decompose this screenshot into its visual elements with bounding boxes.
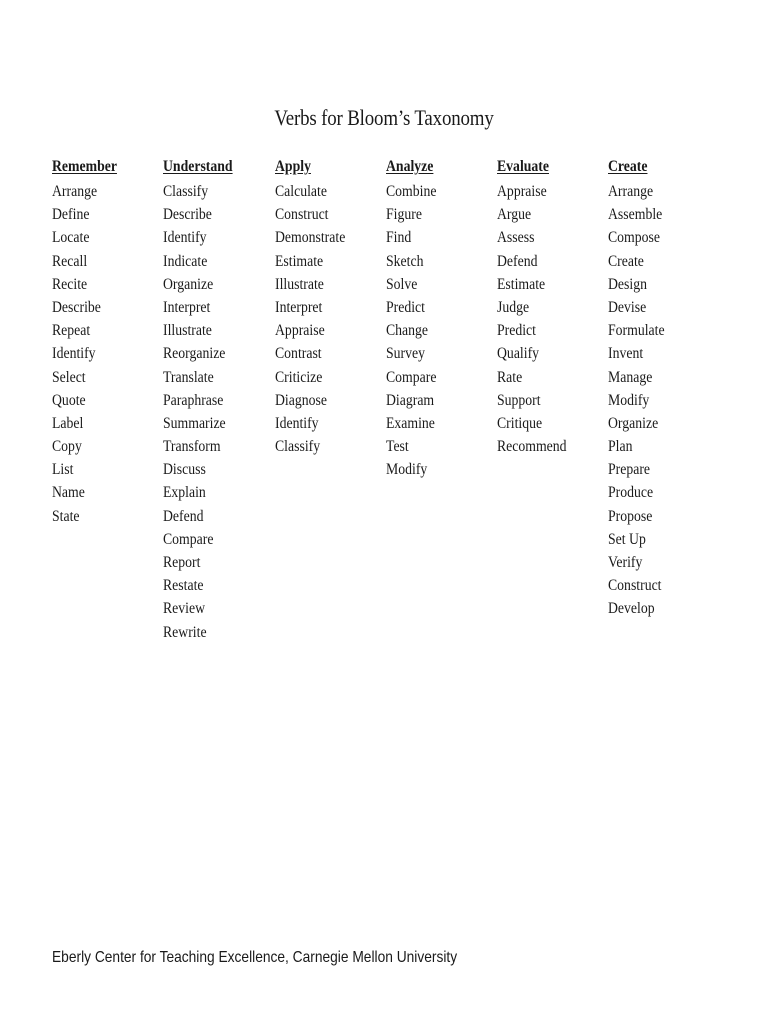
verb-item: Compose	[608, 229, 660, 247]
verb-item: Produce	[608, 484, 654, 502]
verb-list	[608, 180, 718, 621]
verb-item: Review	[163, 600, 206, 618]
verb-item: Organize	[163, 275, 214, 293]
verb-item: Classify	[163, 183, 209, 200]
verb-item: Locate	[52, 229, 90, 247]
verb-item: Compare	[163, 530, 214, 548]
verb-item: Defend	[163, 507, 204, 525]
verb-item: Recite	[52, 275, 88, 293]
verb-item: Modify	[608, 391, 650, 409]
verb-item: Name	[52, 484, 85, 502]
verb-list	[497, 180, 607, 458]
verb-item: Demonstrate	[275, 229, 346, 247]
verb-item: Identify	[275, 414, 319, 432]
page-title: Verbs for Bloom’s Taxonomy	[274, 105, 494, 130]
verb-item: Argue	[497, 206, 532, 224]
verb-item: Arrange	[52, 183, 98, 200]
verb-item: Qualify	[497, 345, 540, 363]
verb-item: Estimate	[497, 275, 546, 293]
verb-item: Predict	[386, 298, 425, 316]
verb-item: Quote	[52, 391, 86, 409]
verb-item: Report	[163, 554, 201, 571]
verb-item: Classify	[275, 438, 321, 456]
verb-item: Reorganize	[163, 345, 226, 363]
verb-item: Contrast	[275, 345, 322, 363]
footer-credit: Eberly Center for Teaching Excellence, Carnegie Mellon University	[52, 949, 458, 966]
verb-item: Examine	[386, 414, 435, 432]
verb-item: Propose	[608, 507, 653, 525]
verb-item: Transform	[163, 438, 221, 456]
verb-item: Select	[52, 368, 86, 386]
verb-item: Paraphrase	[163, 391, 224, 409]
verb-item: Discuss	[163, 461, 206, 479]
verb-item: Assemble	[608, 206, 663, 224]
column-understand	[163, 157, 273, 644]
verb-item: Illustrate	[275, 275, 324, 293]
verb-item: Plan	[608, 438, 633, 456]
column-header: Understand	[163, 158, 233, 175]
column-evaluate	[497, 157, 607, 458]
verb-item: Set Up	[608, 530, 646, 548]
verb-item: Estimate	[275, 252, 324, 270]
verb-item: Figure	[386, 206, 422, 224]
verb-item: Construct	[608, 577, 662, 595]
verb-item: Identify	[163, 229, 207, 247]
verb-item: Describe	[163, 206, 212, 224]
verb-item: Appraise	[497, 183, 547, 200]
verb-item: Modify	[386, 461, 428, 479]
verb-item: Rewrite	[163, 623, 207, 641]
verb-item: Design	[608, 275, 647, 293]
verb-item: Support	[497, 391, 541, 409]
verb-item: Explain	[163, 484, 206, 502]
verb-list	[163, 180, 273, 644]
verb-item: Organize	[608, 414, 659, 432]
column-header: Apply	[275, 158, 311, 175]
verb-item: Repeat	[52, 322, 91, 340]
verb-item: Diagram	[386, 391, 435, 409]
verb-item: Translate	[163, 368, 214, 386]
verb-item: Defend	[497, 252, 538, 270]
verb-item: Arrange	[608, 183, 654, 200]
verb-item: Describe	[52, 298, 101, 316]
verb-item: Label	[52, 414, 84, 432]
verb-item: Copy	[52, 438, 82, 456]
verb-item: Diagnose	[275, 391, 327, 409]
column-header: Analyze	[386, 158, 434, 175]
verb-list	[386, 180, 496, 481]
verb-item: Recommend	[497, 438, 567, 456]
verb-item: Predict	[497, 322, 536, 340]
verb-item: Combine	[386, 183, 437, 200]
verb-list	[275, 180, 385, 458]
column-remember	[52, 157, 162, 528]
verb-item: Change	[386, 322, 429, 340]
verb-item: Create	[608, 252, 644, 270]
verb-item: Verify	[608, 554, 643, 571]
verb-item: List	[52, 461, 74, 479]
verb-item: Find	[386, 229, 412, 247]
verb-item: Indicate	[163, 252, 208, 270]
verb-item: Appraise	[275, 322, 325, 340]
verb-item: Define	[52, 206, 90, 224]
verb-item: Interpret	[163, 298, 211, 316]
verb-item: Sketch	[386, 252, 424, 270]
verb-item: Construct	[275, 206, 329, 224]
taxonomy-columns	[0, 157, 768, 657]
verb-list	[52, 180, 162, 528]
verb-item: Compare	[386, 368, 437, 386]
verb-item: Prepare	[608, 461, 651, 479]
verb-item: Critique	[497, 414, 543, 432]
verb-item: Manage	[608, 368, 653, 386]
verb-item: Develop	[608, 600, 655, 618]
column-header: Remember	[52, 158, 117, 175]
verb-item: State	[52, 507, 80, 525]
verb-item: Criticize	[275, 368, 323, 386]
verb-item: Assess	[497, 229, 535, 247]
verb-item: Rate	[497, 368, 523, 386]
verb-item: Judge	[497, 298, 530, 316]
verb-item: Calculate	[275, 183, 327, 200]
verb-item: Solve	[386, 275, 418, 293]
verb-item: Test	[386, 438, 409, 456]
verb-item: Restate	[163, 577, 204, 595]
column-create	[608, 157, 718, 621]
column-header: Evaluate	[497, 158, 549, 175]
verb-item: Invent	[608, 345, 644, 363]
column-header: Create	[608, 158, 648, 175]
verb-item: Survey	[386, 345, 425, 363]
verb-item: Illustrate	[163, 322, 212, 340]
verb-item: Formulate	[608, 322, 665, 340]
column-apply	[275, 157, 385, 458]
verb-item: Interpret	[275, 298, 323, 316]
verb-item: Summarize	[163, 414, 226, 432]
verb-item: Recall	[52, 252, 88, 270]
verb-item: Identify	[52, 345, 96, 363]
column-analyze	[386, 157, 496, 481]
verb-item: Devise	[608, 298, 647, 316]
